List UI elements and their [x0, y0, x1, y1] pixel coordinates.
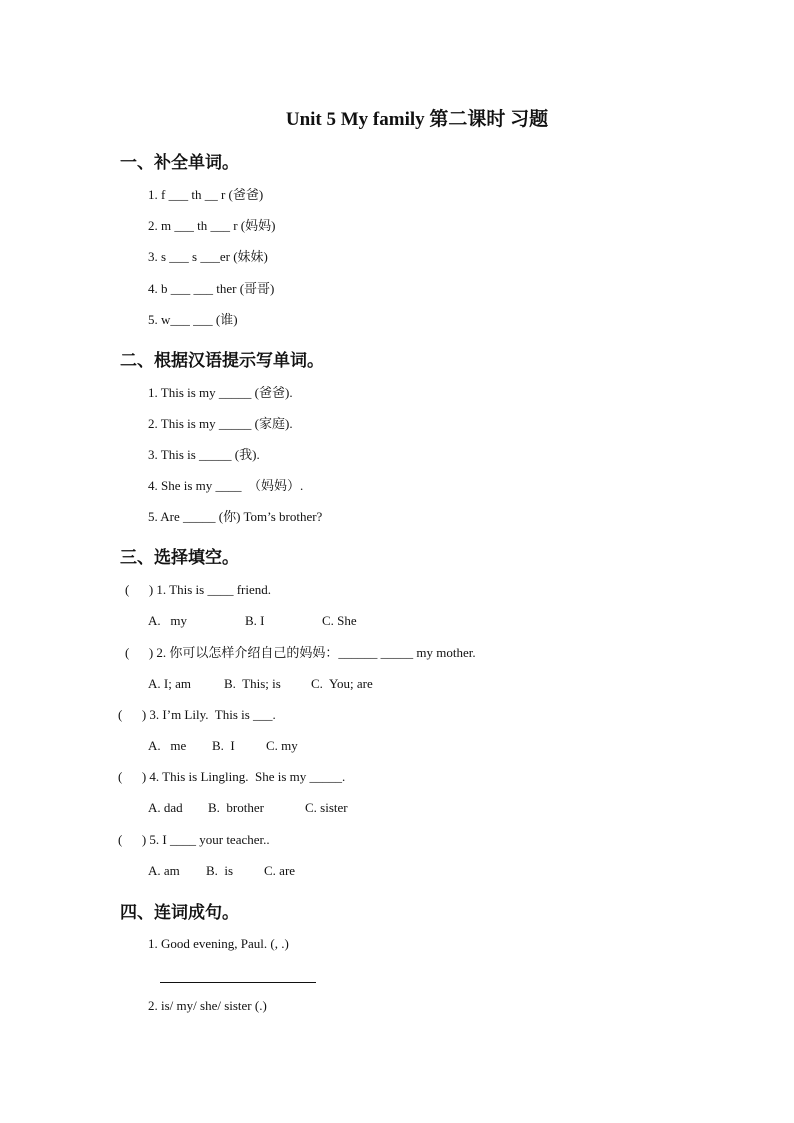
- choice-2-option-a: A. I; am: [148, 676, 191, 691]
- write-word-item-3: 3. This is _____ (我).: [148, 447, 260, 462]
- write-word-item-4: 4. She is my ____ （妈妈）.: [148, 478, 304, 493]
- choice-2-option-c: C. You; are: [311, 676, 373, 691]
- fill-letters-item-2: 2. m ___ th ___ r (妈妈): [148, 218, 276, 233]
- choice-3-option-c: C. my: [266, 738, 298, 753]
- write-word-item-1: 1. This is my _____ (爸爸).: [148, 385, 293, 400]
- sentence-item-2: 2. is/ my/ she/ sister (.): [148, 998, 267, 1013]
- fill-letters-item-4: 4. b ___ ___ ther (哥哥): [148, 281, 275, 296]
- write-word-item-5: 5. Are _____ (你) Tom’s brother?: [148, 509, 323, 524]
- choice-question-1: ( ) 1. This is ____ friend.: [125, 582, 271, 597]
- choice-4-option-b: B. brother: [208, 800, 264, 815]
- choice-question-2: ( ) 2. 你可以怎样介绍自己的妈妈：______ _____ my mother.: [125, 645, 476, 660]
- choice-3-option-a: A. me: [148, 738, 187, 753]
- choice-question-3: ( ) 3. I’m Lily. This is ___.: [118, 707, 276, 722]
- section-2-heading: 二、根据汉语提示写单词。: [120, 351, 324, 371]
- choice-5-option-c: C. are: [264, 863, 296, 878]
- choice-4-option-c: C. sister: [305, 800, 348, 815]
- section-3-heading: 三、选择填空。: [120, 548, 239, 568]
- fill-letters-item-1: 1. f ___ th __ r (爸爸): [148, 187, 264, 202]
- choice-5-option-b: B. is: [206, 863, 234, 878]
- choice-3-option-b: B. I: [212, 738, 235, 753]
- choice-5-option-a: A. am: [148, 863, 180, 878]
- choice-4-option-a: A. dad: [148, 800, 183, 815]
- choice-2-option-b: B. This; is: [224, 676, 281, 691]
- choice-question-5: ( ) 5. I ____ your teacher..: [118, 832, 270, 847]
- choice-1-option-b: B. I: [245, 613, 265, 628]
- sentence-item-1: 1. Good evening, Paul. (, .): [148, 936, 289, 951]
- section-4-heading: 四、连词成句。: [120, 903, 239, 923]
- page-title: Unit 5 My family 第二课时 习题: [285, 109, 549, 130]
- fill-letters-item-3: 3. s ___ s ___er (妹妹): [148, 249, 268, 264]
- answer-line: [160, 982, 316, 983]
- choice-1-option-a: A. my: [148, 613, 187, 628]
- section-1-heading: 一、补全单词。: [120, 153, 239, 173]
- choice-1-option-c: C. She: [322, 613, 357, 628]
- choice-question-4: ( ) 4. This is Lingling. She is my _____.: [118, 769, 346, 784]
- write-word-item-2: 2. This is my _____ (家庭).: [148, 416, 293, 431]
- fill-letters-item-5: 5. w___ ___ (谁): [148, 312, 238, 327]
